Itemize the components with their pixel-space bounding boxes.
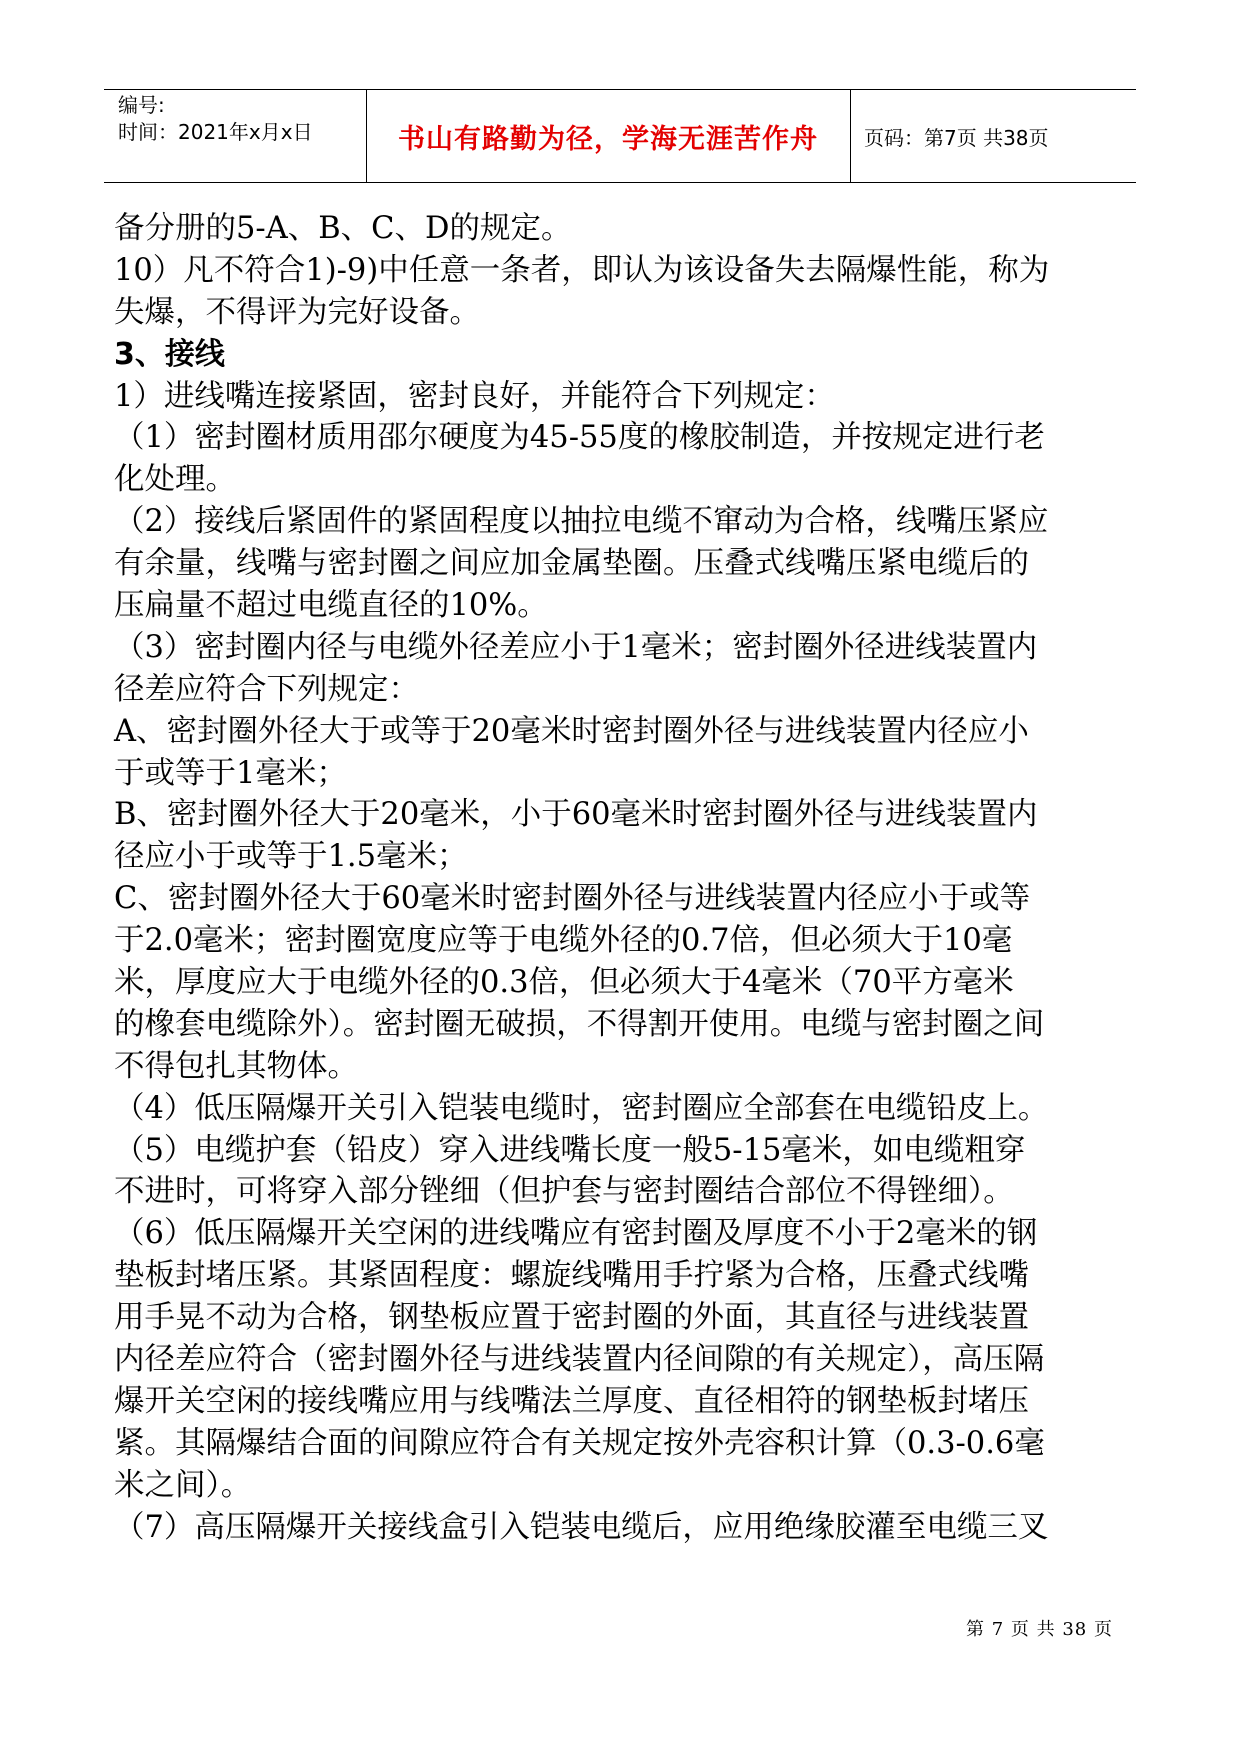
body-line: 径应小于或等于1.5毫米；: [114, 839, 468, 875]
body-line: （3）密封圈内径与电缆外径差应小于1毫米；密封圈外径进线装置内: [114, 629, 1038, 665]
body-line: 备分册的5-A、B、C、D的规定。: [114, 211, 572, 246]
body-line: 径差应符合下列规定：: [114, 671, 419, 707]
body-line: 的橡套电缆除外）。密封圈无破损，不得割开使用。电缆与密封圈之间: [114, 1006, 1045, 1042]
body-line: 压扁量不超过电缆直径的10%。: [114, 588, 548, 624]
header-meta: [118, 92, 358, 146]
body-line: 于或等于1毫米；: [114, 755, 347, 791]
body-line: （5）电缆护套（铅皮）穿入进线嘴长度一般5-15毫米，如电缆粗穿: [114, 1132, 1026, 1168]
section-heading: 3、接线: [114, 336, 225, 372]
body-line: （2）接线后紧固件的紧固程度以抽拉电缆不窜动为合格，线嘴压紧应: [114, 504, 1049, 540]
header-motto: 书山有路勤为径，学海无涯苦作舟: [398, 123, 818, 155]
body-line: 垫板封堵压紧。其紧固程度：螺旋线嘴用手拧紧为合格，压叠式线嘴: [114, 1258, 1029, 1294]
body-line: 化处理。: [114, 462, 236, 498]
body-line: 米，厚度应大于电缆外径的0.3倍，但必须大于4毫米（70平方毫米: [114, 965, 1014, 1001]
header-divider: [850, 90, 851, 182]
body-line: 内径差应符合（密封圈外径与进线装置内径间隙的有关规定），高压隔: [114, 1342, 1045, 1378]
body-line: 有余量，线嘴与密封圈之间应加金属垫圈。压叠式线嘴压紧电缆后的: [114, 546, 1029, 582]
body-line: B、密封圈外径大于20毫米，小于60毫米时密封圈外径与进线装置内: [114, 797, 1038, 833]
body-line: （7）高压隔爆开关接线盒引入铠装电缆后，应用绝缘胶灌至电缆三叉: [114, 1509, 1049, 1545]
body-line: 1）进线嘴连接紧固，密封良好，并能符合下列规定：: [114, 378, 835, 414]
document-number-label: 编号:: [118, 93, 165, 117]
body-line: 紧。其隔爆结合面的间隙应符合有关规定按外壳容积计算（0.3-0.6毫: [114, 1425, 1045, 1461]
body-line: 不进时，可将穿入部分锉细（但护套与密封圈结合部位不得锉细）。: [114, 1174, 1014, 1210]
document-body: [114, 208, 1124, 1549]
page-header: [104, 89, 1136, 183]
body-line: （6）低压隔爆开关空闲的进线嘴应有密封圈及厚度不小于2毫米的钢: [114, 1216, 1038, 1252]
body-line: A、密封圈外径大于或等于20毫米时密封圈外径与进线装置内径应小: [114, 713, 1029, 749]
body-line: 10）凡不符合1)-9)中任意一条者，即认为该设备失去隔爆性能，称为: [114, 252, 1050, 288]
header-page-number: 页码：第7页 共38页: [864, 125, 1049, 150]
body-line: 用手晃不动为合格，钢垫板应置于密封圈的外面，其直径与进线装置: [114, 1300, 1029, 1336]
body-line: 米之间）。: [114, 1467, 252, 1503]
body-line: （1）密封圈材质用邵尔硬度为45-55度的橡胶制造，并按规定进行老: [114, 420, 1045, 456]
body-line: （4）低压隔爆开关引入铠装电缆时，密封圈应全部套在电缆铅皮上。: [114, 1090, 1049, 1126]
document-time-label: 时间：2021年x月x日: [118, 120, 313, 144]
body-line: 不得包扎其物体。: [114, 1048, 358, 1084]
body-line: 于2.0毫米；密封圈宽度应等于电缆外径的0.7倍，但必须大于10毫: [114, 923, 1013, 959]
page-footer: 第 7 页 共 38 页: [966, 1619, 1113, 1640]
body-line: 爆开关空闲的接线嘴应用与线嘴法兰厚度、直径相符的钢垫板封堵压: [114, 1383, 1029, 1419]
body-line: 失爆，不得评为完好设备。: [114, 294, 480, 330]
body-line: C、密封圈外径大于60毫米时密封圈外径与进线装置内径应小于或等: [114, 881, 1031, 917]
